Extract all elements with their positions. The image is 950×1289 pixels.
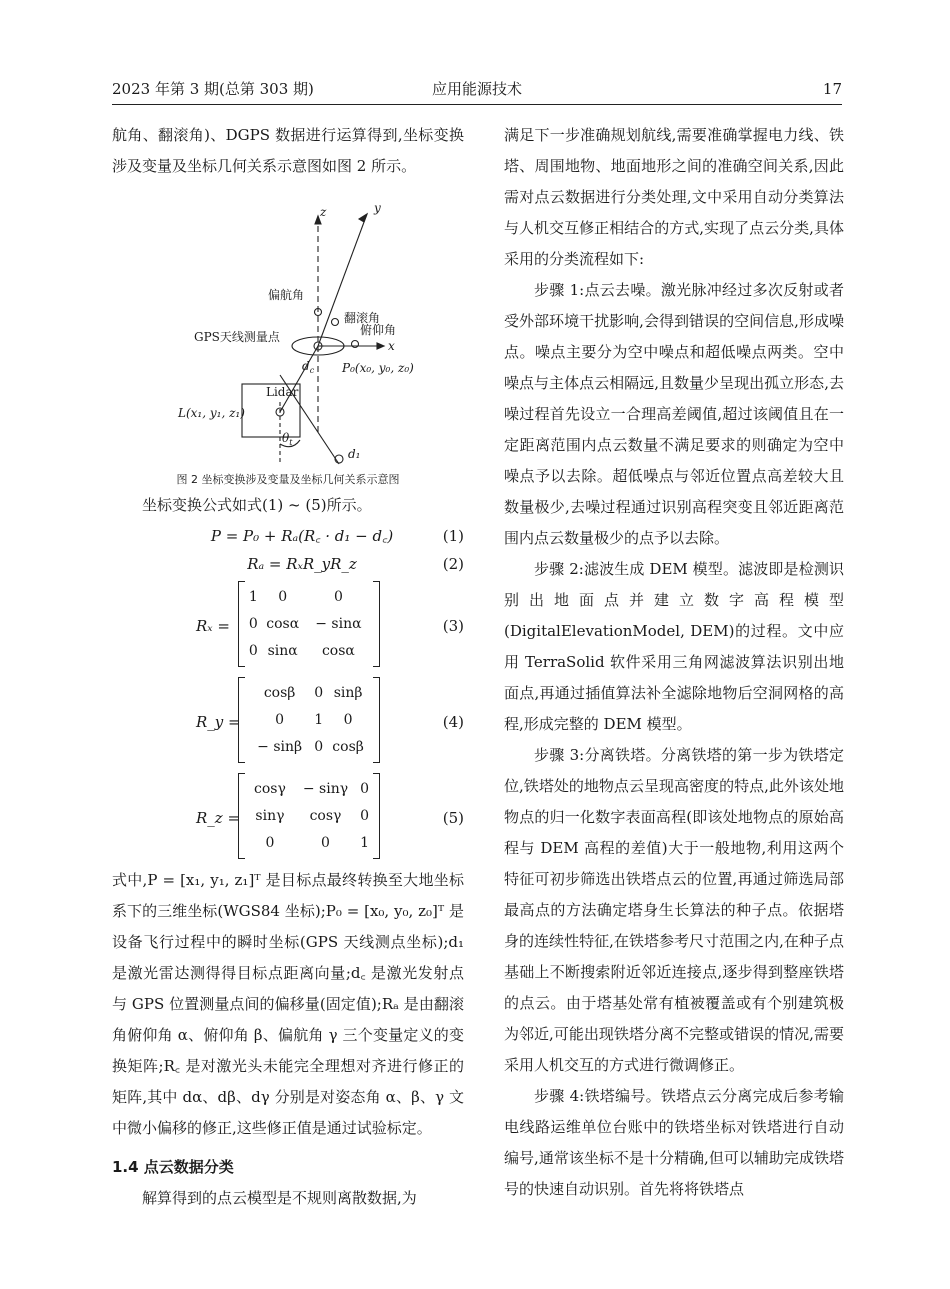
intro-paragraph: 航角、翻滚角)、DGPS 数据进行运算得到,坐标变换涉及变量及坐标几何关系示意图如图 2 所示。 xyxy=(112,126,464,175)
equation-5-lhs: R_z = xyxy=(196,809,241,827)
section-first-line: 解算得到的点云模型是不规则离散数据,为 xyxy=(142,1189,417,1207)
label-dc: $d_c$ xyxy=(302,359,315,375)
step-2-dem: 步骤 2:滤波生成 DEM 模型。滤波即是检测识别出地面点并建立数字高程模型(DigitalElevationModel, DEM)的过程。文中应用 TerraSolid 软件采用三角网滤波算法识别出地面点,再通过插值算法补全滤除地物后空洞网格的高程,形成完整的 DEM 模型。 xyxy=(504,560,844,733)
equation-5-number: (5) xyxy=(442,809,464,827)
label-p0: P₀(x₀, y₀, z₀) xyxy=(342,361,414,375)
equation-4-number: (4) xyxy=(442,713,464,731)
label-roll: 翻滚角 xyxy=(344,311,381,325)
label-lidar: Lidar xyxy=(266,385,299,399)
label-l: L(x₁, y₁, z₁) xyxy=(178,406,245,420)
equation-1-body: P = P₀ + Rₐ(R꜀ · d₁ − d꜀) xyxy=(210,527,394,545)
rotation-matrix-y: cosβ 0 sinβ 0 1 0 − sinβ 0 cosβ xyxy=(238,677,380,763)
equation-2-body: Rₐ = RₓR_yR_z xyxy=(247,555,357,573)
label-theta: $\theta_t$ xyxy=(282,431,293,447)
journal-name: 应用能源技术 xyxy=(431,80,522,98)
section-heading: 1.4 点云数据分类 xyxy=(112,1158,234,1176)
page-header xyxy=(112,74,842,105)
equation-3-number: (3) xyxy=(442,617,464,635)
label-gps: GPS天线测量点 xyxy=(194,330,280,344)
step-3-tower-separation: 步骤 3:分离铁塔。分离铁塔的第一步为铁塔定位,铁塔处的地物点云呈现高密度的特点,此外该处地物点的归一化数字表面高程(即该处地物点的原始高程与 DEM 高程的差值)大于一般地物,利用这两个特征可初步筛选出铁塔点云的位置,再通过筛选局部最高点的方法确定塔身生长算法的种子点。依据塔身的连续性特征,在铁塔参考尺寸范围之内,在种子点基础上不断搜索附近邻近连接点,逐步得到整座铁塔的点云。由于塔基处常有植被覆盖或有个别建筑极为邻近,可能出现铁塔分离不完整或错误的情况,需要采用人机交互的方式进行微调修正。 xyxy=(504,746,844,1074)
step-4-tower-numbering: 步骤 4:铁塔编号。铁塔点云分离完成后参考输电线路运维单位台账中的铁塔坐标对铁塔进行自动编号,通常该坐标不是十分精确,但可以辅助完成铁塔号的快速自动识别。首先将将铁塔点 xyxy=(504,1087,844,1198)
page-number: 17 xyxy=(822,80,842,98)
label-z: z xyxy=(320,205,327,219)
equation-1 xyxy=(112,521,464,549)
label-d1: d₁ xyxy=(348,447,361,461)
label-pitch: 俯仰角 xyxy=(360,323,397,337)
equation-2-number: (2) xyxy=(442,555,464,573)
equation-4-lhs: R_y = xyxy=(196,713,241,731)
equation-2 xyxy=(112,549,464,577)
equation-3 xyxy=(112,577,464,673)
label-y: y xyxy=(374,201,381,215)
issue-info: 2023 年第 3 期(总第 303 期) xyxy=(112,80,314,98)
figure-caption: 图 2 坐标变换涉及变量及坐标几何关系示意图 xyxy=(176,473,400,486)
label-x: x xyxy=(388,339,395,353)
x-arrowhead xyxy=(377,343,384,349)
label-yaw: 偏航角 xyxy=(268,288,305,302)
right-column xyxy=(504,120,844,1205)
equations-intro: 坐标变换公式如式(1) ~ (5)所示。 xyxy=(142,496,372,514)
rotation-matrix-x: 1 0 0 0 cosα − sinα 0 sinα cosα xyxy=(238,581,380,667)
step-1-denoise: 步骤 1:点云去噪。激光脉冲经过多次反射或者受外部环境干扰影响,会得到错误的空间信息,形成噪点。噪点主要分为空中噪点和超低噪点两类。空中噪点与主体点云相隔远,且数量少呈现出孤立形态,去噪过程首先设立一合理高差阈值,超过该阈值且在一定距离范围内点云数量不满足要求的则确定为空中噪点予以去除。超低噪点与邻近位置点高差较大且数量极少,去噪过程通过识别高程突变且邻近距离范围内点云数量极少的点予以去除。 xyxy=(504,281,844,547)
equation-5 xyxy=(112,769,464,865)
left-column xyxy=(112,120,464,1214)
diagram-svg xyxy=(112,196,464,468)
y-arrowhead xyxy=(359,214,367,222)
roll-circle xyxy=(332,319,339,326)
rotation-matrix-z: cosγ − sinγ 0 sinγ cosγ 0 0 0 1 xyxy=(238,773,380,859)
equation-1-number: (1) xyxy=(442,527,464,545)
equation-4 xyxy=(112,673,464,769)
equation-3-lhs: Rₓ = xyxy=(196,617,230,635)
classification-intro: 满足下一步准确规划航线,需要准确掌握电力线、铁塔、周围地物、地面地形之间的准确空间关系,因此需对点云数据进行分类处理,文中采用自动分类算法与人机交互修正相结合的方式,实现了点云分类,具体采用的分类流程如下: xyxy=(504,126,844,268)
coordinate-diagram xyxy=(112,196,464,468)
equation-explanation: 式中,P = [x₁, y₁, z₁]ᵀ 是目标点最终转换至大地坐标系下的三维坐标(WGS84 坐标);P₀ = [x₀, y₀, z₀]ᵀ 是设备飞行过程中的瞬时坐标(GPS 天线测点坐标);d₁ 是激光雷达测得得目标点距离向量;d꜀ 是激光发射点与 GPS 位置测量点间的偏移量(固定值);Rₐ 是由翻滚角俯仰角 α、俯仰角 β、偏航角 γ 三个变量定义的变换矩阵;R꜀ 是对激光头未能完全理想对齐进行修正的矩阵,其中 dα、dβ、dγ 分别是对姿态角 α、β、γ 文中微小偏移的修正,这些修正值是通过试验标定。 xyxy=(112,871,464,1137)
dc-line xyxy=(280,346,318,412)
